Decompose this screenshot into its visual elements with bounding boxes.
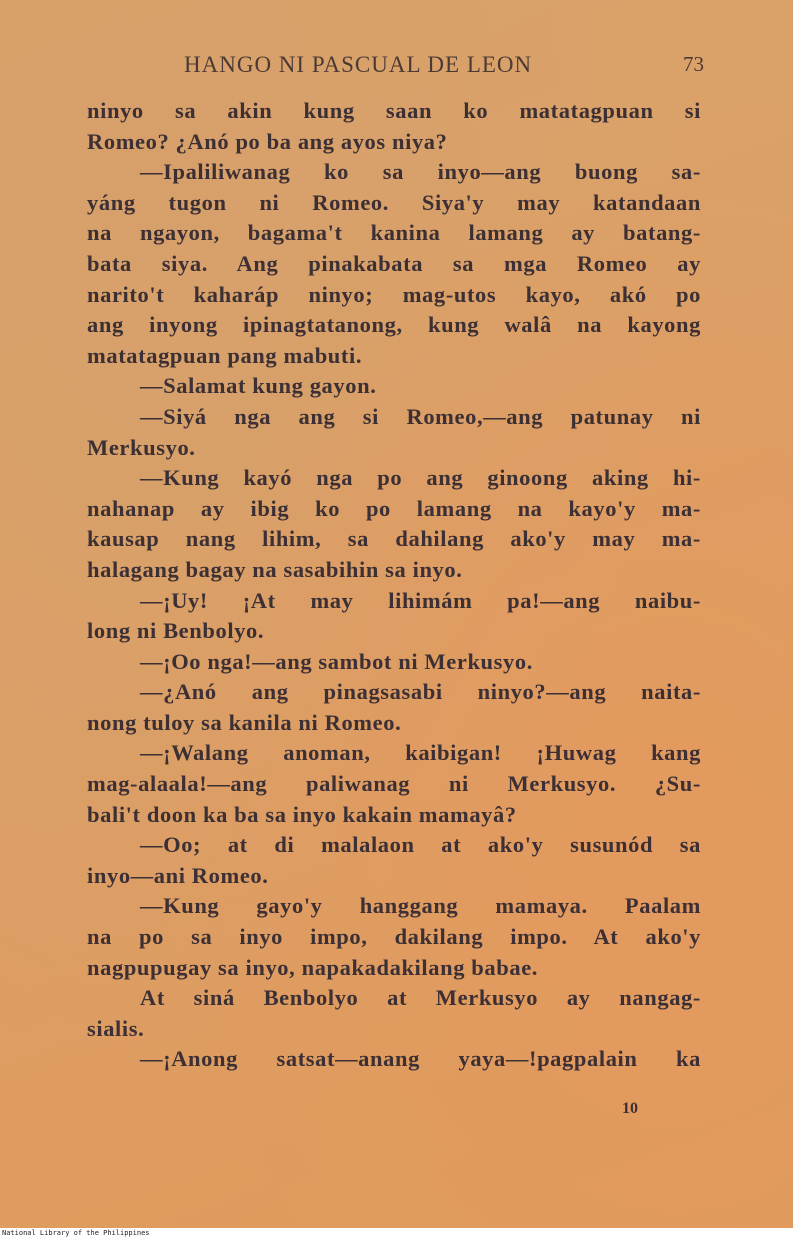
- text-line: na po sa inyo impo, dakilang impo. At ako'y: [87, 924, 701, 950]
- text-line: yáng tugon ni Romeo. Siya'y may katandaan: [87, 189, 701, 215]
- text-line: nagpupugay sa inyo, napakadakilang babae.: [87, 954, 539, 980]
- text-line: inyo—ani Romeo.: [87, 862, 269, 888]
- text-line: —Salamat kung gayon.: [140, 373, 377, 399]
- text-line: At siná Benbolyo at Merkusyo ay nangag-: [140, 985, 701, 1011]
- text-line: —¡Anong satsat—anang yaya—!pagpalain ka: [140, 1046, 701, 1072]
- text-line: —Ipaliliwanag ko sa inyo—ang buong sa-: [140, 159, 701, 185]
- text-line: bata siya. Ang pinakabata sa mga Romeo ay: [87, 250, 701, 276]
- text-line: —Kung gayo'y hanggang mamaya. Paalam: [140, 893, 701, 919]
- text-line: kausap nang lihim, sa dahilang ako'y may ma-: [87, 526, 701, 552]
- text-line: —¡Uy! ¡At may lihimám pa!—ang naibu-: [140, 587, 701, 613]
- text-line: —¡Oo nga!—ang sambot ni Merkusyo.: [140, 648, 533, 674]
- running-head: HANGO NI PASCUAL DE LEON: [184, 52, 533, 77]
- text-line: —¿Anó ang pinagsasabi ninyo?—ang naita-: [140, 679, 701, 705]
- signature-mark: 10: [622, 1100, 638, 1117]
- text-line: —¡Walang anoman, kaibigan! ¡Huwag kang: [140, 740, 701, 766]
- library-credit: National Library of the Philippines: [2, 1229, 150, 1237]
- text-line: mag-alaala!—ang paliwanag ni Merkusyo. ¿Su-: [87, 771, 701, 797]
- text-line: long ni Benbolyo.: [87, 618, 265, 644]
- text-line: Merkusyo.: [87, 434, 196, 460]
- text-line: —Kung kayó nga po ang ginoong aking hi-: [140, 465, 701, 491]
- text-line: —Oo; at di malalaon at ako'y susunód sa: [140, 832, 701, 858]
- page-header: [0, 52, 793, 82]
- text-line: Romeo? ¿Anó po ba ang ayos niya?: [87, 128, 448, 154]
- page-number: 73: [683, 52, 704, 76]
- text-line: bali't doon ka ba sa inyo kakain mamayâ?: [87, 801, 517, 827]
- text-line: narito't kaharáp ninyo; mag-utos kayo, akó po: [87, 281, 701, 307]
- text-line: nong tuloy sa kanila ni Romeo.: [87, 709, 402, 735]
- text-line: sialis.: [87, 1015, 145, 1041]
- text-line: ang inyong ipinagtatanong, kung walâ na kayong: [87, 312, 701, 338]
- text-line: na ngayon, bagama't kanina lamang ay batang-: [87, 220, 701, 246]
- text-line: halagang bagay na sasabihin sa inyo.: [87, 556, 463, 582]
- text-line: matatagpuan pang mabuti.: [87, 342, 363, 368]
- text-line: nahanap ay ibig ko po lamang na kayo'y ma-: [87, 495, 701, 521]
- text-line: —Siyá nga ang si Romeo,—ang patunay ni: [140, 403, 701, 429]
- text-line: ninyo sa akin kung saan ko matatagpuan si: [87, 98, 701, 123]
- body-text: [87, 96, 701, 1075]
